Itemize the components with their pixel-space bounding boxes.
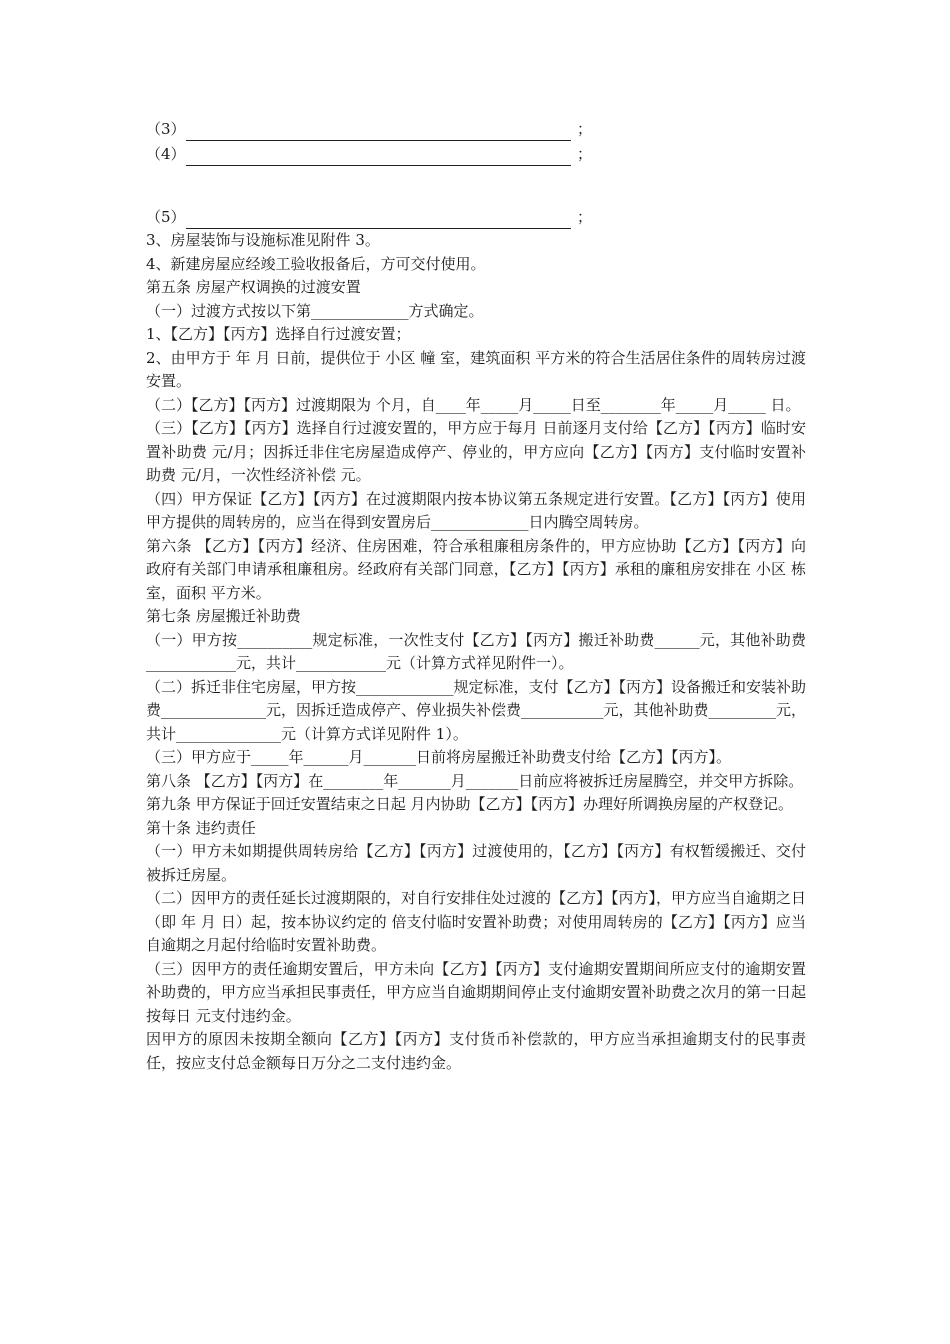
paragraph: （二）因甲方的责任延长过渡期限的，对自行安排住处过渡的【乙方】【丙方】，甲方应当自逾期之日（即 年 月 日）起，按本协议约定的 倍支付临时安置补助费；对使用周转房的【乙方】【丙方】应当自逾期之月起付给临时安置补助费。 xyxy=(146,889,807,954)
article-heading: 第七条 房屋搬迁补助费 xyxy=(146,607,301,625)
item-end: ； xyxy=(577,207,593,226)
item-number: （4） xyxy=(146,144,186,163)
article-heading: 第十条 违约责任 xyxy=(146,818,256,837)
blank-item-3 xyxy=(146,116,806,141)
fill-in-line xyxy=(186,149,571,166)
paragraph: （二）【乙方】【丙方】过渡期限为 个月，自____年_____月_____日至________年_____月_____ 日。 xyxy=(146,395,801,414)
article-paragraph: 第九条 甲方保证于回迁安置结束之日起 月内协助【乙方】【丙方】办理好所调换房屋的产权登记。 xyxy=(146,795,794,813)
item-number: （5） xyxy=(146,207,186,226)
paragraph: 因甲方的原因未按期全额向【乙方】【丙方】支付货币补偿款的，甲方应当承担逾期支付的民事责任，按应支付总金额每日万分之二支付违约金。 xyxy=(146,1030,806,1072)
spacer xyxy=(146,166,806,204)
paragraph: （一）过渡方式按以下第_____________方式确定。 xyxy=(146,301,484,320)
paragraph: （三）因甲方的责任逾期安置后，甲方未向【乙方】【丙方】支付逾期安置期间所应支付的逾期安置补助费的，甲方应当承担民事责任，甲方应当自逾期期间停止支付逾期安置补助费之次月的第一日起按每日 元支付违约金。 xyxy=(146,959,807,1025)
article-paragraph: 第六条 【乙方】【丙方】经济、住房困难，符合承租廉租房条件的，甲方应协助【乙方】【丙方】向政府有关部门申请承租廉租房。经政府有关部门同意，【乙方】【丙方】承租的廉租房安排在 小区 栋 室，面积 平方米。 xyxy=(146,536,806,602)
fill-in-line xyxy=(186,212,571,229)
blank-item-5 xyxy=(146,204,806,229)
paragraph: （一）甲方未如期提供周转房给【乙方】【丙方】过渡使用的，【乙方】【丙方】有权暂缓搬迁、交付被拆迁房屋。 xyxy=(146,842,806,884)
paragraph: 4、新建房屋应经竣工验收报备后，方可交付使用。 xyxy=(146,254,486,273)
blank-item-4 xyxy=(146,141,806,166)
document-body xyxy=(146,116,806,1075)
paragraph: （三）【乙方】【丙方】选择自行过渡安置的，甲方应于每月 日前逐月支付给【乙方】【丙方】临时安置补助费 元/月；因拆迁非住宅房屋造成停产、停业的，甲方应向【乙方】【丙方】支付临时安置补助费 元/月，一次性经济补偿 元。 xyxy=(146,419,806,484)
item-number: （3） xyxy=(146,119,186,138)
item-end: ； xyxy=(577,119,593,138)
paragraph: 1、【乙方】【丙方】选择自行过渡安置； xyxy=(146,325,411,343)
fill-in-line xyxy=(186,124,571,141)
item-end: ； xyxy=(577,144,593,163)
paragraph: （四）甲方保证【乙方】【丙方】在过渡期限内按本协议第五条规定进行安置。【乙方】【丙方】使用甲方提供的周转房的，应当在得到安置房后_____________日内腾空周转房。 xyxy=(146,489,806,531)
paragraph: （二）拆迁非住宅房屋，甲方按_____________规定标准，支付【乙方】【丙方】设备搬迁和安装补助费______________元，因拆迁造成停产、停业损失补偿费___________元，其他补助费_________元，共计______________元（计算方式详见附件 1）。 xyxy=(146,677,807,743)
paragraph: （一）甲方按__________规定标准，一次性支付【乙方】【丙方】搬迁补助费______元，其他补助费 ____________元，共计____________元（计算方式祥见附件一）。 xyxy=(146,630,806,672)
article-paragraph: 第八条 【乙方】【丙方】在________年_______月_______日前应将被拆迁房屋腾空，并交甲方拆除。 xyxy=(146,771,804,790)
paragraph: （三）甲方应于_____年______月_______日前将房屋搬迁补助费支付给【乙方】【丙方】。 xyxy=(146,748,732,766)
article-heading: 第五条 房屋产权调换的过渡安置 xyxy=(146,278,361,296)
paragraph: 3、房屋装饰与设施标准见附件 3。 xyxy=(146,231,380,249)
paragraph: 2、由甲方于 年 月 日前，提供位于 小区 幢 室，建筑面积 平方米的符合生活居住条件的周转房过渡安置。 xyxy=(146,348,806,390)
